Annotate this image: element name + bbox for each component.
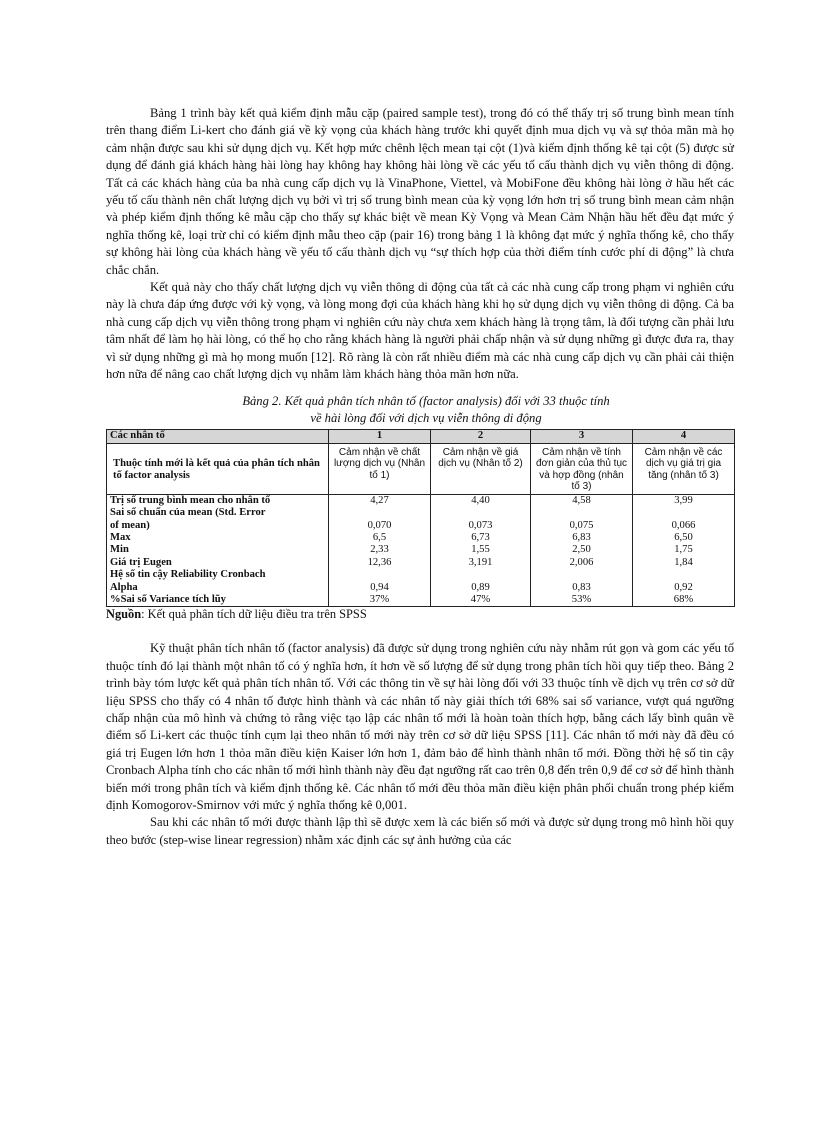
value-alpha-3: 0,83 — [572, 581, 591, 593]
value-mean-2: 4,40 — [471, 494, 490, 506]
source-label: Nguồn — [106, 607, 142, 622]
paragraph-table1-discussion: Bảng 1 trình bày kết quả kiểm định mẫu cặp (paired sample test), trong đó có thể thấy trị số trung bình mean tính trên thang điểm Li-kert cho đánh giá về kỳ vọng của khách hàng trước khi quyết định mua dịch vụ và sự thỏa mãn mà họ cảm nhận được sau khi sử dụng dịch vụ. Kết hợp mức chênh lệch mean tại cột (1)và kiểm định thống kê tại cột (5) được sử dụng để đánh giá khách hàng hài lòng hay không hay không hài lòng về các yếu tố cấu thành dịch vụ viễn thông di động. Tất cả các khách hàng của ba nhà cung cấp dịch vụ là VinaPhone, Viettel, và MobiFone đều không hài lòng ở hầu hết các yếu tố cấu thành nên chất lượng dịch vụ bởi vì trị số trung bình mean của kỳ vọng lớn hơn trị số trung bình mean cảm nhận và phép kiểm định thống kê mẫu cặp cho thấy sự khác biệt về mean Kỳ Vọng và Mean Cảm Nhận hầu hết đều đạt mức ý nghĩa thống kê, loại trừ chỉ có kiểm định mẫu theo cặp (pair 16) trong bảng 1 là không đạt mức ý nghĩa thống kê, cho thấy sự không hài lòng của khách hàng về yếu tố cấu thành dịch vụ “sự thích hợp của thời điểm tính cước phí di động” là chưa chắc chắn. — [106, 106, 734, 277]
subheader-factor-4: Cảm nhận về các dịch vụ giá trị gia tăng (nhân tố 3) — [633, 443, 735, 494]
document-page — [106, 105, 734, 849]
value-sem-1: 0,070 — [367, 519, 392, 531]
row-label-sem-2: of mean) — [110, 519, 150, 531]
table-subheader-row — [107, 443, 735, 494]
value-alpha-4: 0,92 — [674, 581, 693, 593]
values-column-factor-4 — [633, 494, 735, 607]
value-alpha-2: 0,89 — [471, 581, 490, 593]
value-eigen-3: 2,006 — [569, 556, 594, 568]
value-max-4: 6,50 — [674, 532, 693, 544]
row-label-variance: %Sai số Variance tích lũy — [110, 594, 226, 605]
header-factor-3: 3 — [531, 429, 633, 443]
value-eigen-1: 12,36 — [367, 556, 392, 568]
row-label-sem-1: Sai số chuẩn của mean (Std. Error — [110, 507, 266, 519]
value-sem-4: 0,066 — [671, 519, 696, 531]
value-min-2: 1,55 — [471, 544, 490, 556]
header-factors-label: Các nhân tố — [107, 429, 329, 443]
value-max-3: 6,83 — [572, 532, 591, 544]
row-labels-column — [107, 494, 329, 607]
value-min-1: 2,33 — [370, 544, 389, 556]
value-min-3: 2,50 — [572, 544, 591, 556]
value-eigen-2: 3,191 — [468, 556, 493, 568]
row-label-eigen: Giá trị Eugen — [110, 556, 172, 568]
value-sem-3: 0,075 — [569, 519, 594, 531]
paragraph-regression-intro: Sau khi các nhân tố mới được thành lập thì sẽ được xem là các biến số mới và được sử dụng trong mô hình hồi quy theo bước (step-wise linear regression) nhằm xác định các sự ảnh hưởng của các — [106, 815, 734, 847]
value-max-2: 6,73 — [471, 532, 490, 544]
value-alpha-1: 0,94 — [370, 581, 389, 593]
header-factor-2: 2 — [431, 429, 531, 443]
value-variance-4: 68% — [673, 594, 694, 605]
header-factor-1: 1 — [329, 429, 431, 443]
value-variance-3: 53% — [571, 594, 592, 605]
row-label-alpha-2: Alpha — [110, 581, 138, 593]
values-column-factor-2 — [431, 494, 531, 607]
value-min-4: 1,75 — [674, 544, 693, 556]
value-mean-3: 4,58 — [572, 494, 591, 506]
value-variance-2: 47% — [470, 594, 491, 605]
row-label-alpha-1: Hệ số tin cậy Reliability Cronbach — [110, 569, 266, 581]
subheader-factor-2: Cảm nhận về giá dịch vụ (Nhân tố 2) — [431, 443, 531, 494]
value-variance-1: 37% — [369, 594, 390, 605]
value-eigen-4: 1,84 — [674, 556, 693, 568]
value-mean-1: 4,27 — [370, 494, 389, 506]
table-header-row — [107, 429, 735, 443]
row-label-max: Max — [110, 532, 131, 544]
value-max-1: 6,5 — [372, 532, 387, 544]
paragraph-factor-analysis-technique: Kỹ thuật phân tích nhân tố (factor analysis) đã được sử dụng trong nghiên cứu này nhằm rút gọn và gom các yếu tố thuộc tính đó lại thành một nhân tố có ý nghĩa hơn, ít hơn về số lượng để sử dụng trong phân tích hồi quy tiếp theo. Bảng 2 trình bày tóm lược kết quả phân tích nhân tố. Với các thông tin về sự hài lòng đối với 33 thuộc tính về dịch vụ trên cơ sở dữ liệu SPSS cho thấy có 4 nhân tố được hình thành và các nhân tố này giải thích tới 68% sai số variance, vượt quá ngưỡng chấp nhận của mô hình và chứng tỏ rằng việc tạo lập các nhân tố mới là hoàn toàn thích hợp, bằng cách lấy bình quân về điểm số Li-kert các thuộc tính cụm lại theo nhân tố mới này trên cơ sở dữ liệu SPSS [11]. Các nhân tố mới này đã đều có giá trị Eugen lớn hơn 1 thỏa mãn điều kiện Kaiser lớn hơn 1, đảm bảo để hình thành nhân tố mới. Đồng thời hệ số tin cậy Cronbach Alpha tính cho các nhân tố mới hình thành này đều đạt ngưỡng rất cao trên 0,8 đến trên 0,9 để cơ sở để hình thành biến mới trong phân tích và kiểm định thống kê. Các nhân tố mới đều thỏa mãn điều kiện phân phối chuẩn trong phép kiểm định Komogorov-Smirnov với mức ý nghĩa thống kê 0,001. — [106, 641, 735, 813]
table-caption-line-1: Bảng 2. Kết quả phân tích nhân tố (factor analysis) đối với 33 thuộc tính — [242, 393, 610, 408]
value-mean-4: 3,99 — [674, 494, 693, 506]
value-sem-2: 0,073 — [468, 519, 493, 531]
table-statistics-block — [107, 494, 735, 607]
values-column-factor-3 — [531, 494, 633, 607]
row-label-mean: Trị số trung bình mean cho nhân tố — [110, 494, 271, 506]
table-caption-line-2: về hài lòng đối với dịch vụ viễn thông di động — [310, 410, 542, 425]
subheader-factor-3: Cảm nhận về tính đơn giản của thủ tục và hợp đồng (nhân tố 3) — [531, 443, 633, 494]
subheader-factor-1: Cảm nhận về chất lượng dịch vụ (Nhân tố 1) — [329, 443, 431, 494]
paragraph-service-quality-conclusion: Kết quả này cho thấy chất lượng dịch vụ viễn thông di động của tất cả các nhà cung cấp trong phạm vi nghiên cứu này là chưa đáp ứng được với kỳ vọng, và lòng mong đợi của khách hàng khi họ sử dụng dịch vụ viễn thông di động. Cả ba nhà cung cấp dịch vụ viễn thông trong phạm vi nghiên cứu này chưa xem khách hàng là trọng tâm, là đối tượng cần phải lưu tâm nhất để làm họ hài lòng, có thể họ cho rằng khách hàng là người phải chấp nhận và sử dụng những gì được đưa ra, thay vì sử dụng những gì mà họ mong muốn [12]. Rõ ràng là còn rất nhiều điểm mà các nhà cung cấp dịch vụ cần phải cải thiện hơn nữa để nâng cao chất lượng dịch vụ nhằm làm khách hàng thỏa mãn hơn nữa. — [106, 280, 734, 382]
source-text: : Kết quả phân tích dữ liệu điều tra trên SPSS — [141, 607, 367, 622]
factor-analysis-table — [106, 429, 735, 608]
values-column-factor-1 — [329, 494, 431, 607]
row-label-min: Min — [110, 544, 129, 556]
table-source-note — [106, 607, 734, 622]
header-factor-4: 4 — [633, 429, 735, 443]
subheader-attribute-label: Thuộc tính mới là kết quả của phân tích nhân tố factor analysis — [107, 443, 329, 494]
